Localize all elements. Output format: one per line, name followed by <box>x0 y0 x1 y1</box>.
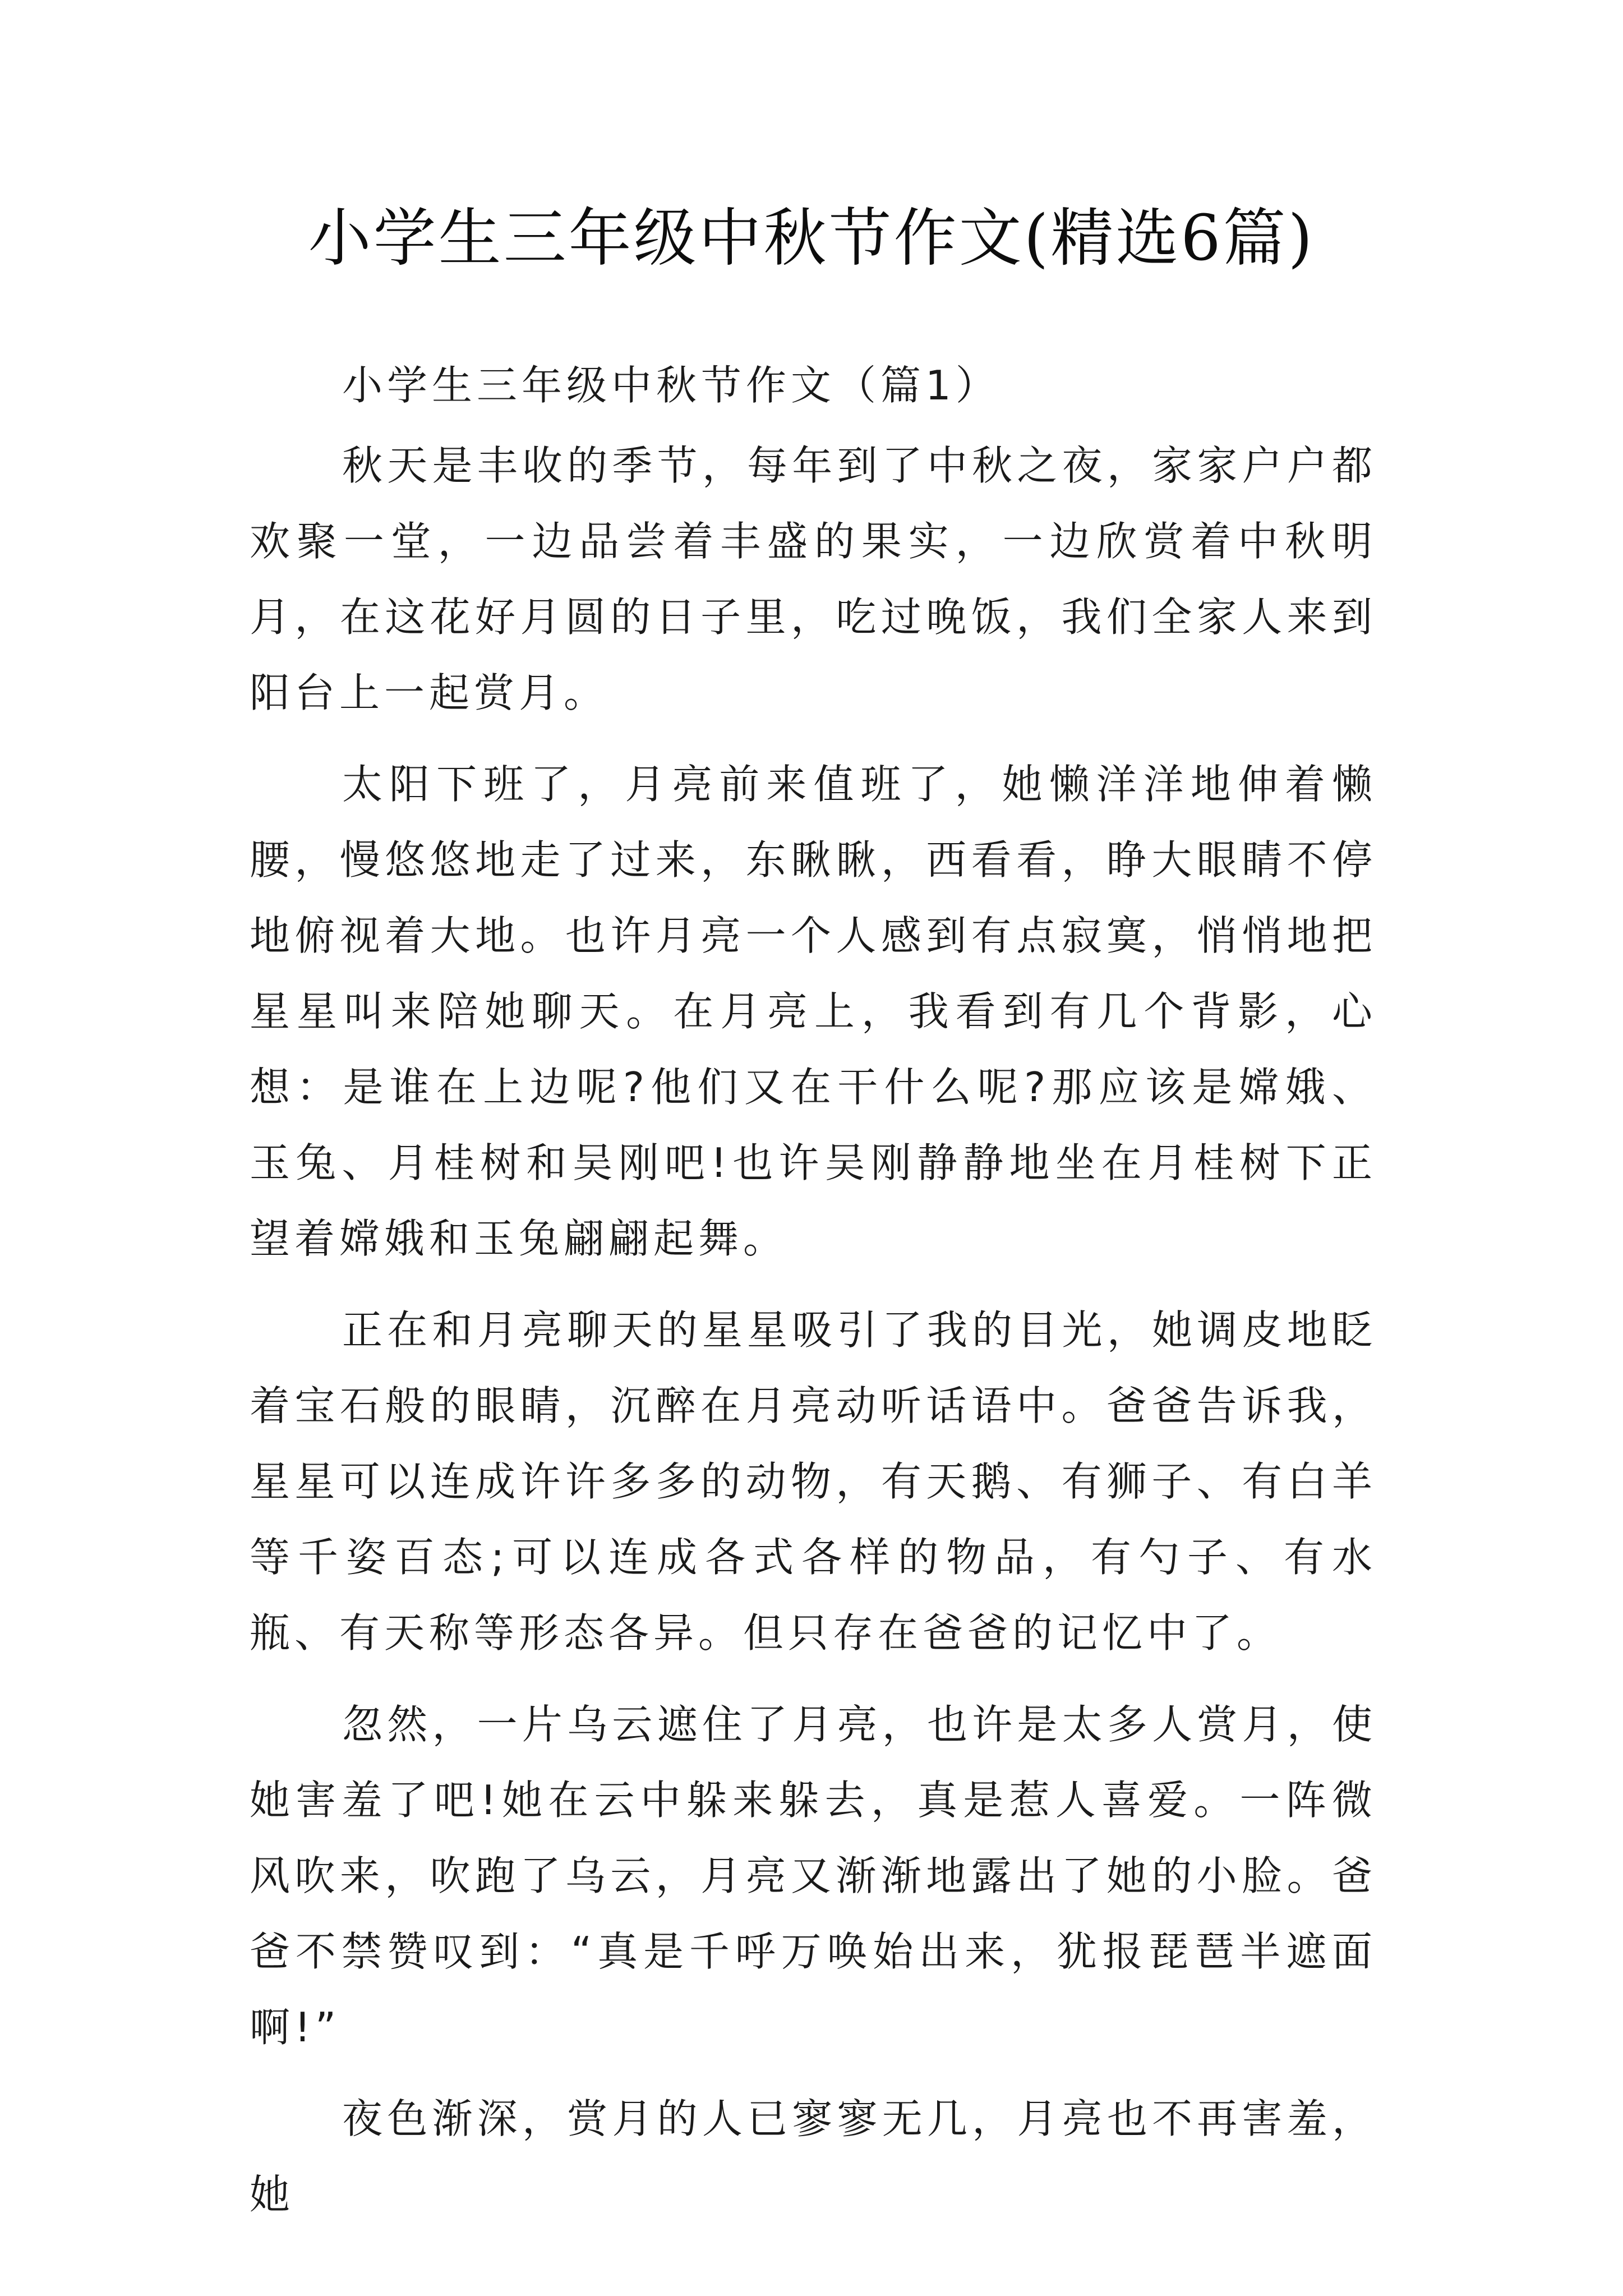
document-title: 小学生三年级中秋节作文(精选6篇) <box>308 202 1315 275</box>
section-heading: 小学生三年级中秋节作文（篇1） <box>342 362 1000 409</box>
paragraph-1: 秋天是丰收的季节，每年到了中秋之夜，家家户户都欢聚一堂，一边品尝着丰盛的果实，一边欣赏着中秋明月，在这花好月圆的日子里，吃过晚饭，我们全家人来到阳台上一起赏月。 <box>250 442 1377 716</box>
document-body <box>250 348 1377 2248</box>
paragraph-2: 太阳下班了，月亮前来值班了，她懒洋洋地伸着懒腰，慢悠悠地走了过来，东瞅瞅，西看看，睁大眼睛不停地俯视着大地。也许月亮一个人感到有点寂寞，悄悄地把星星叫来陪她聊天。在月亮上，我看到有几个背影，心想：是谁在上边呢?他们又在干什么呢?那应该是嫦娥、玉兔、月桂树和吴刚吧!也许吴刚静静地坐在月桂树下正望着嫦娥和玉兔翩翩起舞。 <box>250 761 1377 1262</box>
paragraph-5: 夜色渐深，赏月的人已寥寥无几，月亮也不再害羞，她 <box>250 2095 1377 2218</box>
paragraph-4: 忽然，一片乌云遮住了月亮，也许是太多人赏月，使她害羞了吧!她在云中躲来躲去，真是惹人喜爱。一阵微风吹来，吹跑了乌云，月亮又渐渐地露出了她的小脸。爸爸不禁赞叹到：“真是千呼万唤始出来，犹报琵琶半遮面啊!” <box>250 1701 1377 2051</box>
paragraph-3: 正在和月亮聊天的星星吸引了我的目光，她调皮地眨着宝石般的眼睛，沉醉在月亮动听话语中。爸爸告诉我，星星可以连成许许多多的动物，有天鹅、有狮子、有白羊等千姿百态;可以连成各式各样的物品，有勺子、有水瓶、有天称等形态各异。但只存在爸爸的记忆中了。 <box>250 1306 1377 1657</box>
